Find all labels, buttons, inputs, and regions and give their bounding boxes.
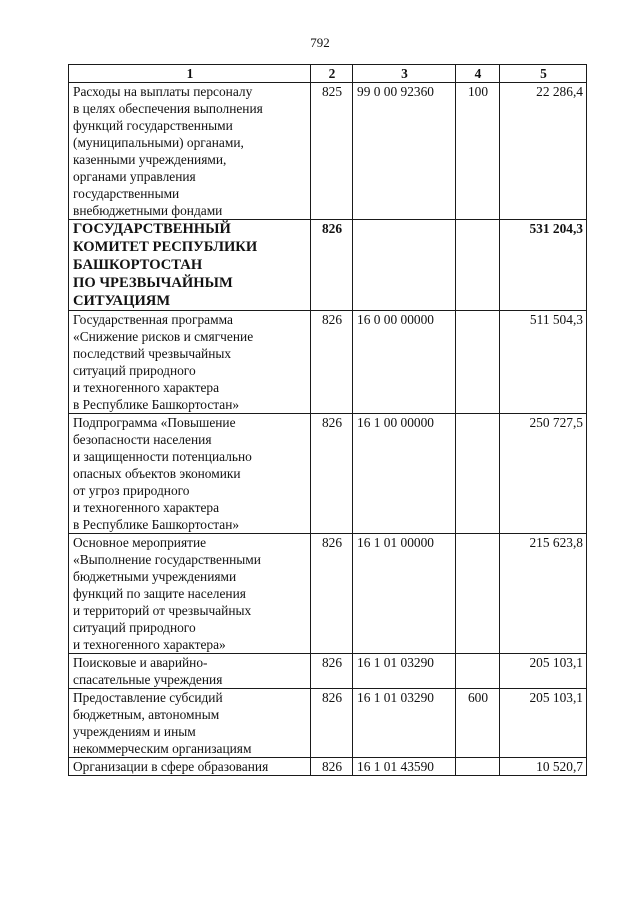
row-amount: 205 103,1: [500, 689, 587, 758]
table-header-row: [69, 65, 587, 83]
row-amount: 205 103,1: [500, 654, 587, 689]
row-amount: 250 727,5: [500, 414, 587, 534]
row-name: Государственная программа «Снижение рисков и смягчение последствий чрезвычайных ситуаций природного и техногенного характера в Республике Башкортостан»: [69, 311, 311, 414]
row-name: Организации в сфере образования: [69, 758, 311, 776]
table-row: [69, 311, 587, 414]
row-department: 826: [311, 220, 353, 311]
row-department: 826: [311, 654, 353, 689]
row-department: 826: [311, 758, 353, 776]
header-col-5: 5: [500, 65, 587, 83]
row-name: ГОСУДАРСТВЕННЫЙ КОМИТЕТ РЕСПУБЛИКИ БАШКОРТОСТАН ПО ЧРЕЗВЫЧАЙНЫМ СИТУАЦИЯМ: [69, 220, 311, 311]
row-expense-type: [456, 311, 500, 414]
row-expense-type: [456, 654, 500, 689]
row-name: Основное мероприятие «Выполнение государственными бюджетными учреждениями функций по защите населения и территорий от чрезвычайных ситуаций природного и техногенного характера»: [69, 534, 311, 654]
row-program: 99 0 00 92360: [353, 83, 456, 220]
row-department: 826: [311, 534, 353, 654]
table-row: [69, 83, 587, 220]
row-program: 16 1 01 00000: [353, 534, 456, 654]
row-program: 16 1 01 03290: [353, 689, 456, 758]
table-row: [69, 758, 587, 776]
row-amount: 10 520,7: [500, 758, 587, 776]
row-name: Предоставление субсидий бюджетным, автономным учреждениям и иным некоммерческим организациям: [69, 689, 311, 758]
table-row: [69, 220, 587, 311]
row-expense-type: [456, 220, 500, 311]
table-row: [69, 534, 587, 654]
header-col-3: 3: [353, 65, 456, 83]
row-program: 16 1 01 03290: [353, 654, 456, 689]
row-program: 16 1 00 00000: [353, 414, 456, 534]
row-name: Расходы на выплаты персоналу в целях обеспечения выполнения функций государственными (муниципальными) органами, казенными учреждениями, органами управления государственными внебюджетными фондами: [69, 83, 311, 220]
header-col-2: 2: [311, 65, 353, 83]
row-expense-type: [456, 758, 500, 776]
row-amount: 511 504,3: [500, 311, 587, 414]
row-department: 825: [311, 83, 353, 220]
table-row: [69, 689, 587, 758]
row-department: 826: [311, 689, 353, 758]
header-col-1: 1: [69, 65, 311, 83]
table-row: [69, 654, 587, 689]
page-number: 792: [310, 35, 330, 50]
row-program: [353, 220, 456, 311]
row-department: 826: [311, 414, 353, 534]
table-row: [69, 414, 587, 534]
row-amount: 215 623,8: [500, 534, 587, 654]
row-program: 16 1 01 43590: [353, 758, 456, 776]
row-expense-type: [456, 414, 500, 534]
row-name: Поисковые и аварийно- спасательные учреждения: [69, 654, 311, 689]
header-col-4: 4: [456, 65, 500, 83]
row-expense-type: [456, 534, 500, 654]
row-expense-type: 100: [456, 83, 500, 220]
row-amount: 22 286,4: [500, 83, 587, 220]
row-expense-type: 600: [456, 689, 500, 758]
budget-table: [68, 64, 587, 776]
row-department: 826: [311, 311, 353, 414]
row-name: Подпрограмма «Повышение безопасности населения и защищенности потенциально опасных объектов экономики от угроз природного и техногенного характера в Республике Башкортостан»: [69, 414, 311, 534]
row-program: 16 0 00 00000: [353, 311, 456, 414]
row-amount: 531 204,3: [500, 220, 587, 311]
